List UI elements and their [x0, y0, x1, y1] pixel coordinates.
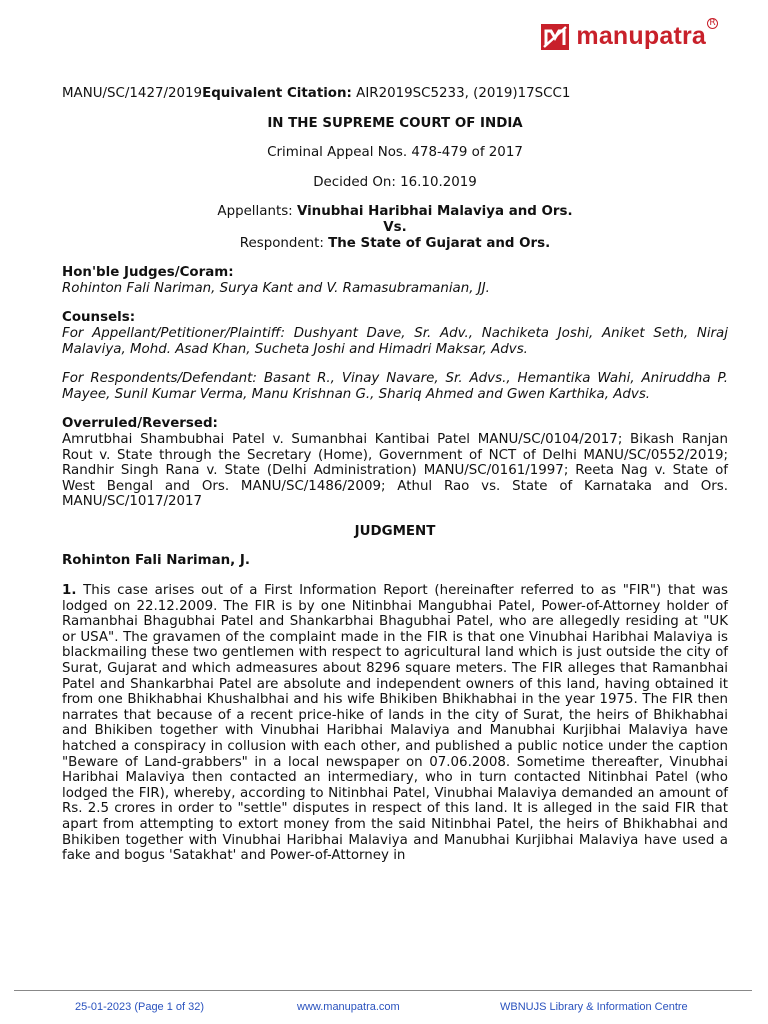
court-name: IN THE SUPREME COURT OF INDIA [267, 115, 523, 131]
equivalent-citation-value: AIR2019SC5233, (2019)17SCC1 [351, 86, 571, 101]
footer-url-link[interactable]: www.manupatra.com [297, 1001, 400, 1013]
appellants-label: Appellants: [217, 204, 297, 220]
decided-on: Decided On: 16.10.2019 [313, 174, 477, 190]
overruled-heading: Overruled/Reversed: [62, 416, 218, 432]
equivalent-citation-label: Equivalent Citation: [202, 86, 352, 101]
parties [62, 204, 728, 251]
respondent: The State of Gujarat and Ors. [328, 235, 551, 251]
overruled-section [62, 416, 728, 510]
footer-divider [14, 990, 752, 991]
appellants: Vinubhai Haribhai Malaviya and Ors. [296, 204, 573, 220]
respondent-counsel: For Respondents/Defendant: Basant R., Vinay Navare, Sr. Advs., Hemantika Wahi, Aniruddha P. Mayee, Sunil Kumar Verma, Manu Krishnan G., Shariq Ahmed and Gwen Karthika, Advs. [62, 371, 728, 402]
paragraph-1 [62, 583, 728, 864]
counsels-heading: Counsels: [62, 310, 136, 326]
appellant-counsel: For Appellant/Petitioner/Plaintiff: Dushyant Dave, Sr. Adv., Nachiketa Joshi, Aniket Seth, Niraj Malaviya, Mohd. Asad Khan, Sucheta Joshi and Himadri Maksar, Advs. [62, 325, 728, 357]
judges-heading: Hon'ble Judges/Coram: [62, 265, 234, 281]
registered-mark: R [707, 18, 718, 29]
footer-date-page: 25-01-2023 (Page 1 of 32) [75, 1001, 205, 1013]
document-body [62, 86, 728, 864]
versus: Vs. [383, 219, 407, 235]
overruled-text: Amrutbhai Shambubhai Patel v. Sumanbhai Kantibai Patel MANU/SC/0104/2017; Bikash Ranjan Rout v. State through the Secretary (Home), Government of NCT of Delhi MANU/SC/0552/2019; Randhir Singh Rana v. State (Delhi Administration) MANU/SC/0161/1997; Reeta Nag v. State of West Bengal and Ors. MANU/SC/1486/2009; Athul Rao vs. State of Karnataka and Ors. MANU/SC/1017/2017 [62, 431, 728, 510]
judges-section [62, 265, 728, 296]
manupatra-logo-icon [540, 23, 570, 51]
citation-line [62, 86, 728, 102]
judgment-author: Rohinton Fali Nariman, J. [62, 553, 250, 569]
counsels-section [62, 310, 728, 357]
logo-text: manupatra [576, 22, 706, 50]
footer-library: WBNUJS Library & Information Centre [500, 1001, 688, 1013]
respondent-label: Respondent: [239, 235, 329, 251]
judges-names: Rohinton Fali Nariman, Surya Kant and V. Ramasubramanian, JJ. [62, 280, 490, 296]
paragraph-text: This case arises out of a First Information Report (hereinafter referred to as "FIR") that was lodged on 22.12.2009. The FIR is by one Nitinbhai Mangubhai Patel, Power-of-Attorney holder of Ramanbhai Bhagubhai Patel and Shankarbhai Bhagubhai Patel, who are allegedly residing at "UK or USA". The gravamen of the complaint made in the FIR is that one Vinubhai Haribhai Malaviya is blackmailing these two gentlemen with respect to agricultural land which is just outside the city of Surat, Gujarat and which admeasures about 8296 square meters. The FIR alleges that Ramanbhai Patel and Shankarbhai Patel are absolute and independent owners of this land, having obtained it from one Bhikhabhai Khushalbhai and his wife Bhikiben Bhikhabhai in the year 1975. The FIR then narrates that because of a recent price-hike of lands in the city of Surat, the heirs of Bhikhabhai and Bhikiben together with Vinubhai Haribhai Malaviya and Manubhai Kurjibhai Malaviya have hatched a conspiracy in collusion with each other, and published a public notice under the caption "Beware of Land-grabbers" in a local newspaper on 07.06.2008. Sometime thereafter, Vinubhai Haribhai Malaviya then contacted an intermediary, who in turn contacted Nitinbhai Patel (who lodged the FIR), whereby, according to Nitinbhai Patel, Vinubhai Malaviya demanded an amount of Rs. 2.5 crores in order to "settle" disputes in respect of this land. It is alleged in the said FIR that apart from attempting to extort money from the said Nitinbhai Patel, the heirs of Bhikhabhai and Bhikiben together with Vinubhai Haribhai Malaviya and Manubhai Kurjibhai Malaviya have used a fake and bogus 'Satakhat' and Power-of-Attorney in [62, 583, 728, 864]
manu-citation: MANU/SC/1427/2019 [62, 86, 203, 101]
case-number: Criminal Appeal Nos. 478-479 of 2017 [267, 145, 523, 161]
paragraph-number: 1. [62, 583, 77, 599]
judgment-heading: JUDGMENT [354, 523, 436, 539]
manupatra-logo [540, 18, 716, 51]
